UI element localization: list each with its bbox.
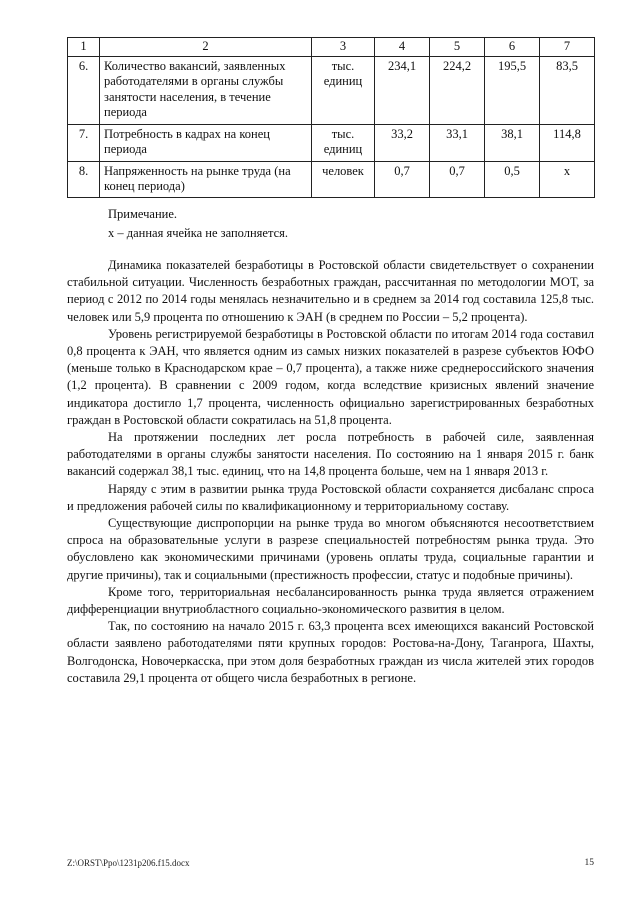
table-header-cell: 1	[68, 38, 100, 57]
paragraph: Существующие диспропорции на рынке труда во многом объясняются несоответствием спроса на образовательные услуги в разрезе специальностей потребностям рынка труда. Это обусловлено как экономическими причинами (уровень оплаты труда, социальные гарантии и другие причины), так и социальными (престижность профессии, статус и подобные причины).	[67, 516, 594, 582]
row-unit: человек	[312, 161, 375, 197]
body-text	[67, 257, 594, 687]
row-unit: тыс. единиц	[312, 56, 375, 124]
paragraph: Уровень регистрируемой безработицы в Ростовской области по итогам 2014 года составил 0,8 процента к ЭАН, что является одним из самых низких показателей в разрезе субъектов ЮФО (меньше только в Краснодарском крае – 0,7 процента), а также ниже среднероссийского значения (1,2 процента). В сравнении с 2009 годом, когда вследствие кризисных явлений значение индикатора достигло 1,7 процента, численность официально зарегистрированных безработных граждан в Ростовской области сократилась на 51,8 процента.	[67, 326, 594, 427]
table-header-cell: 5	[430, 38, 485, 57]
row-value: 83,5	[540, 56, 595, 124]
paragraph: Наряду с этим в развитии рынка труда Ростовской области сохраняется дисбаланс спроса и предложения рабочей силы по квалификационному и территориальному составу.	[67, 481, 594, 513]
note-title: Примечание.	[108, 207, 178, 221]
row-label: Количество вакансий, заявленных работодателями в органы службы занятости населения, в течение периода	[100, 56, 312, 124]
row-value: 195,5	[485, 56, 540, 124]
row-value: 234,1	[375, 56, 430, 124]
table-row	[68, 161, 595, 197]
data-table	[67, 37, 595, 198]
row-value: х	[540, 161, 595, 197]
row-number: 6.	[68, 56, 100, 124]
table-header-cell: 6	[485, 38, 540, 57]
footer-file-path: Z:\ORST\Ppo\1231p206.f15.docx	[67, 858, 190, 868]
row-value: 0,7	[375, 161, 430, 197]
row-value: 33,1	[430, 124, 485, 161]
table-row	[68, 124, 595, 161]
table-header-cell: 3	[312, 38, 375, 57]
row-label: Напряженность на рынке труда (на конец периода)	[100, 161, 312, 197]
table-header-cell: 2	[100, 38, 312, 57]
row-value: 114,8	[540, 124, 595, 161]
row-value: 0,7	[430, 161, 485, 197]
page-number: 15	[584, 858, 594, 868]
row-label: Потребность в кадрах на конец периода	[100, 124, 312, 161]
paragraph: На протяжении последних лет росла потребность в рабочей силе, заявленная работодателями в органы службы занятости населения. По состоянию на 1 января 2015 г. банк вакансий содержал 38,1 тыс. единиц, что на 14,8 процента больше, чем на 1 января 2013 г.	[67, 430, 594, 479]
row-unit: тыс. единиц	[312, 124, 375, 161]
row-value: 38,1	[485, 124, 540, 161]
table-header-row	[68, 38, 595, 57]
note-text: х – данная ячейка не заполняется.	[108, 226, 289, 240]
row-value: 33,2	[375, 124, 430, 161]
paragraph: Так, по состоянию на начало 2015 г. 63,3 процента всех имеющихся вакансий Ростовской области заявлено работодателями пяти крупных городов: Ростова-на-Дону, Таганрога, Шахты, Волгодонска, Новочеркасска, при этом доля безработных граждан из числа жителей этих городов составила 29,1 процента от общего числа безработных в регионе.	[67, 619, 594, 685]
table-header-cell: 7	[540, 38, 595, 57]
paragraph: Кроме того, территориальная несбалансированность рынка труда является отражением дифференциации внутриобластного социально-экономического развития в целом.	[67, 584, 594, 617]
paragraph: Динамика показателей безработицы в Ростовской области свидетельствует о сохранении стабильной ситуации. Численность безработных граждан, рассчитанная по методологии МОТ, за период с 2012 по 2014 годы менялась незначительно и в среднем за 2014 год составила 125,8 тыс. человек или 5,9 процента по отношению к ЭАН (в среднем по России – 5,2 процента).	[67, 258, 594, 324]
row-value: 0,5	[485, 161, 540, 197]
row-value: 224,2	[430, 56, 485, 124]
row-number: 8.	[68, 161, 100, 197]
table-row	[68, 56, 595, 124]
table-header-cell: 4	[375, 38, 430, 57]
row-number: 7.	[68, 124, 100, 161]
